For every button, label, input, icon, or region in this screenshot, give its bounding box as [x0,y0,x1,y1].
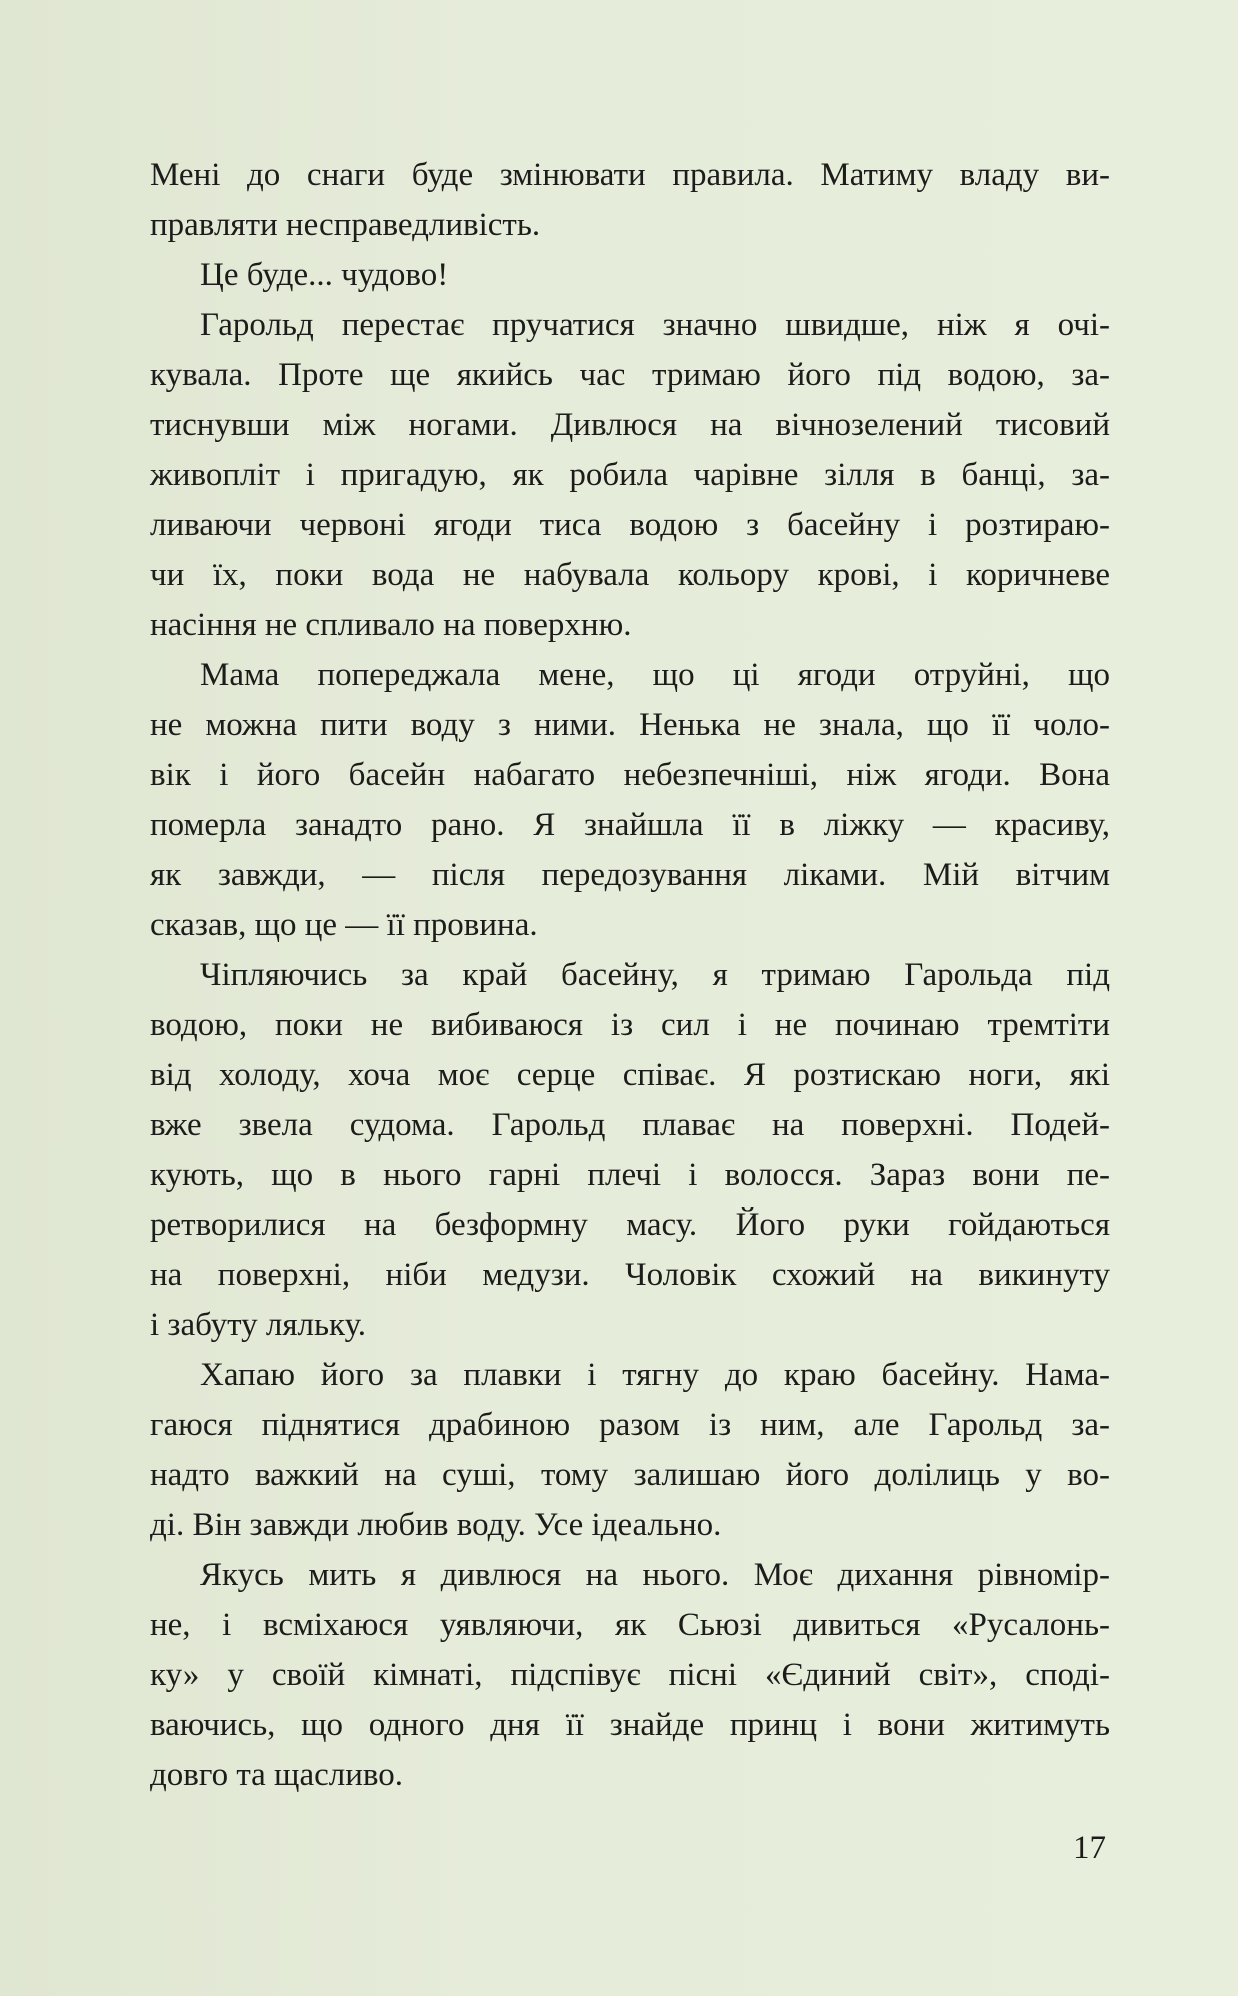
text-line: тиснувши між ногами. Дивлюся на вічнозелений тисовий [150,407,1110,443]
text-line: кувала. Проте ще якийсь час тримаю його під водою, за- [150,357,1110,393]
text-line: Мені до снаги буде змінювати правила. Матиму владу ви- [150,157,1110,193]
text-line: кують, що в нього гарні плечі і волосся. Зараз вони пе- [150,1157,1110,1193]
text-line: і забуту ляльку. [150,1307,367,1343]
text-line: померла занадто рано. Я знайшла її в ліжку — красиву, [150,807,1110,843]
text-line: ку» у своїй кімнаті, підспівує пісні «Єдиний світ», споді- [150,1657,1110,1693]
text-line: довго та щасливо. [150,1757,403,1793]
text-line: насіння не спливало на поверхню. [150,607,632,643]
text-line: Мама попереджала мене, що ці ягоди отруйні, що [200,657,1110,693]
text-line: не можна пити воду з ними. Ненька не знала, що її чоло- [150,707,1110,743]
text-line: ретворилися на безформну масу. Його руки гойдаються [150,1207,1110,1243]
text-line: живопліт і пригадую, як робила чарівне зілля в банці, за- [150,457,1110,493]
page-number: 17 [1073,1830,1106,1866]
text-line: Гарольд перестає пручатися значно швидше, ніж я очі- [200,307,1110,343]
text-line: від холоду, хоча моє серце співає. Я розтискаю ноги, які [150,1057,1110,1093]
text-line: вік і його басейн набагато небезпечніші, ніж ягоди. Вона [150,757,1110,793]
text-line: Це буде... чудово! [200,257,449,293]
text-line: Хапаю його за плавки і тягну до краю басейну. Нама- [200,1357,1110,1393]
text-line: вже звела судома. Гарольд плаває на поверхні. Подей- [150,1107,1110,1143]
text-line: як завжди, — після передозування ліками. Мій вітчим [150,857,1110,893]
text-line: ливаючи червоні ягоди тиса водою з басейну і розтираю- [150,507,1110,543]
text-line: водою, поки не вибиваюся із сил і не починаю тремтіти [150,1007,1110,1043]
text-line: надто важкий на суші, тому залишаю його долілиць у во- [150,1457,1110,1493]
page-text [150,150,1110,1800]
text-line: не, і всміхаюся уявляючи, як Сьюзі дивиться «Русалонь- [150,1607,1110,1643]
text-line: ваючись, що одного дня її знайде принц і вони житимуть [150,1707,1110,1743]
text-line: Чіпляючись за край басейну, я тримаю Гарольда під [200,957,1110,993]
text-line: сказав, що це — її провина. [150,907,538,943]
text-line: чи їх, поки вода не набувала кольору крові, і коричневе [150,557,1110,593]
text-line: гаюся піднятися драбиною разом із ним, але Гарольд за- [150,1407,1110,1443]
text-line: правляти несправедливість. [150,207,541,243]
text-line: ді. Він завжди любив воду. Усе ідеально. [150,1507,722,1543]
text-line: на поверхні, ніби медузи. Чоловік схожий на викинуту [150,1257,1110,1293]
text-line: Якусь мить я дивлюся на нього. Моє дихання рівномір- [200,1557,1110,1593]
